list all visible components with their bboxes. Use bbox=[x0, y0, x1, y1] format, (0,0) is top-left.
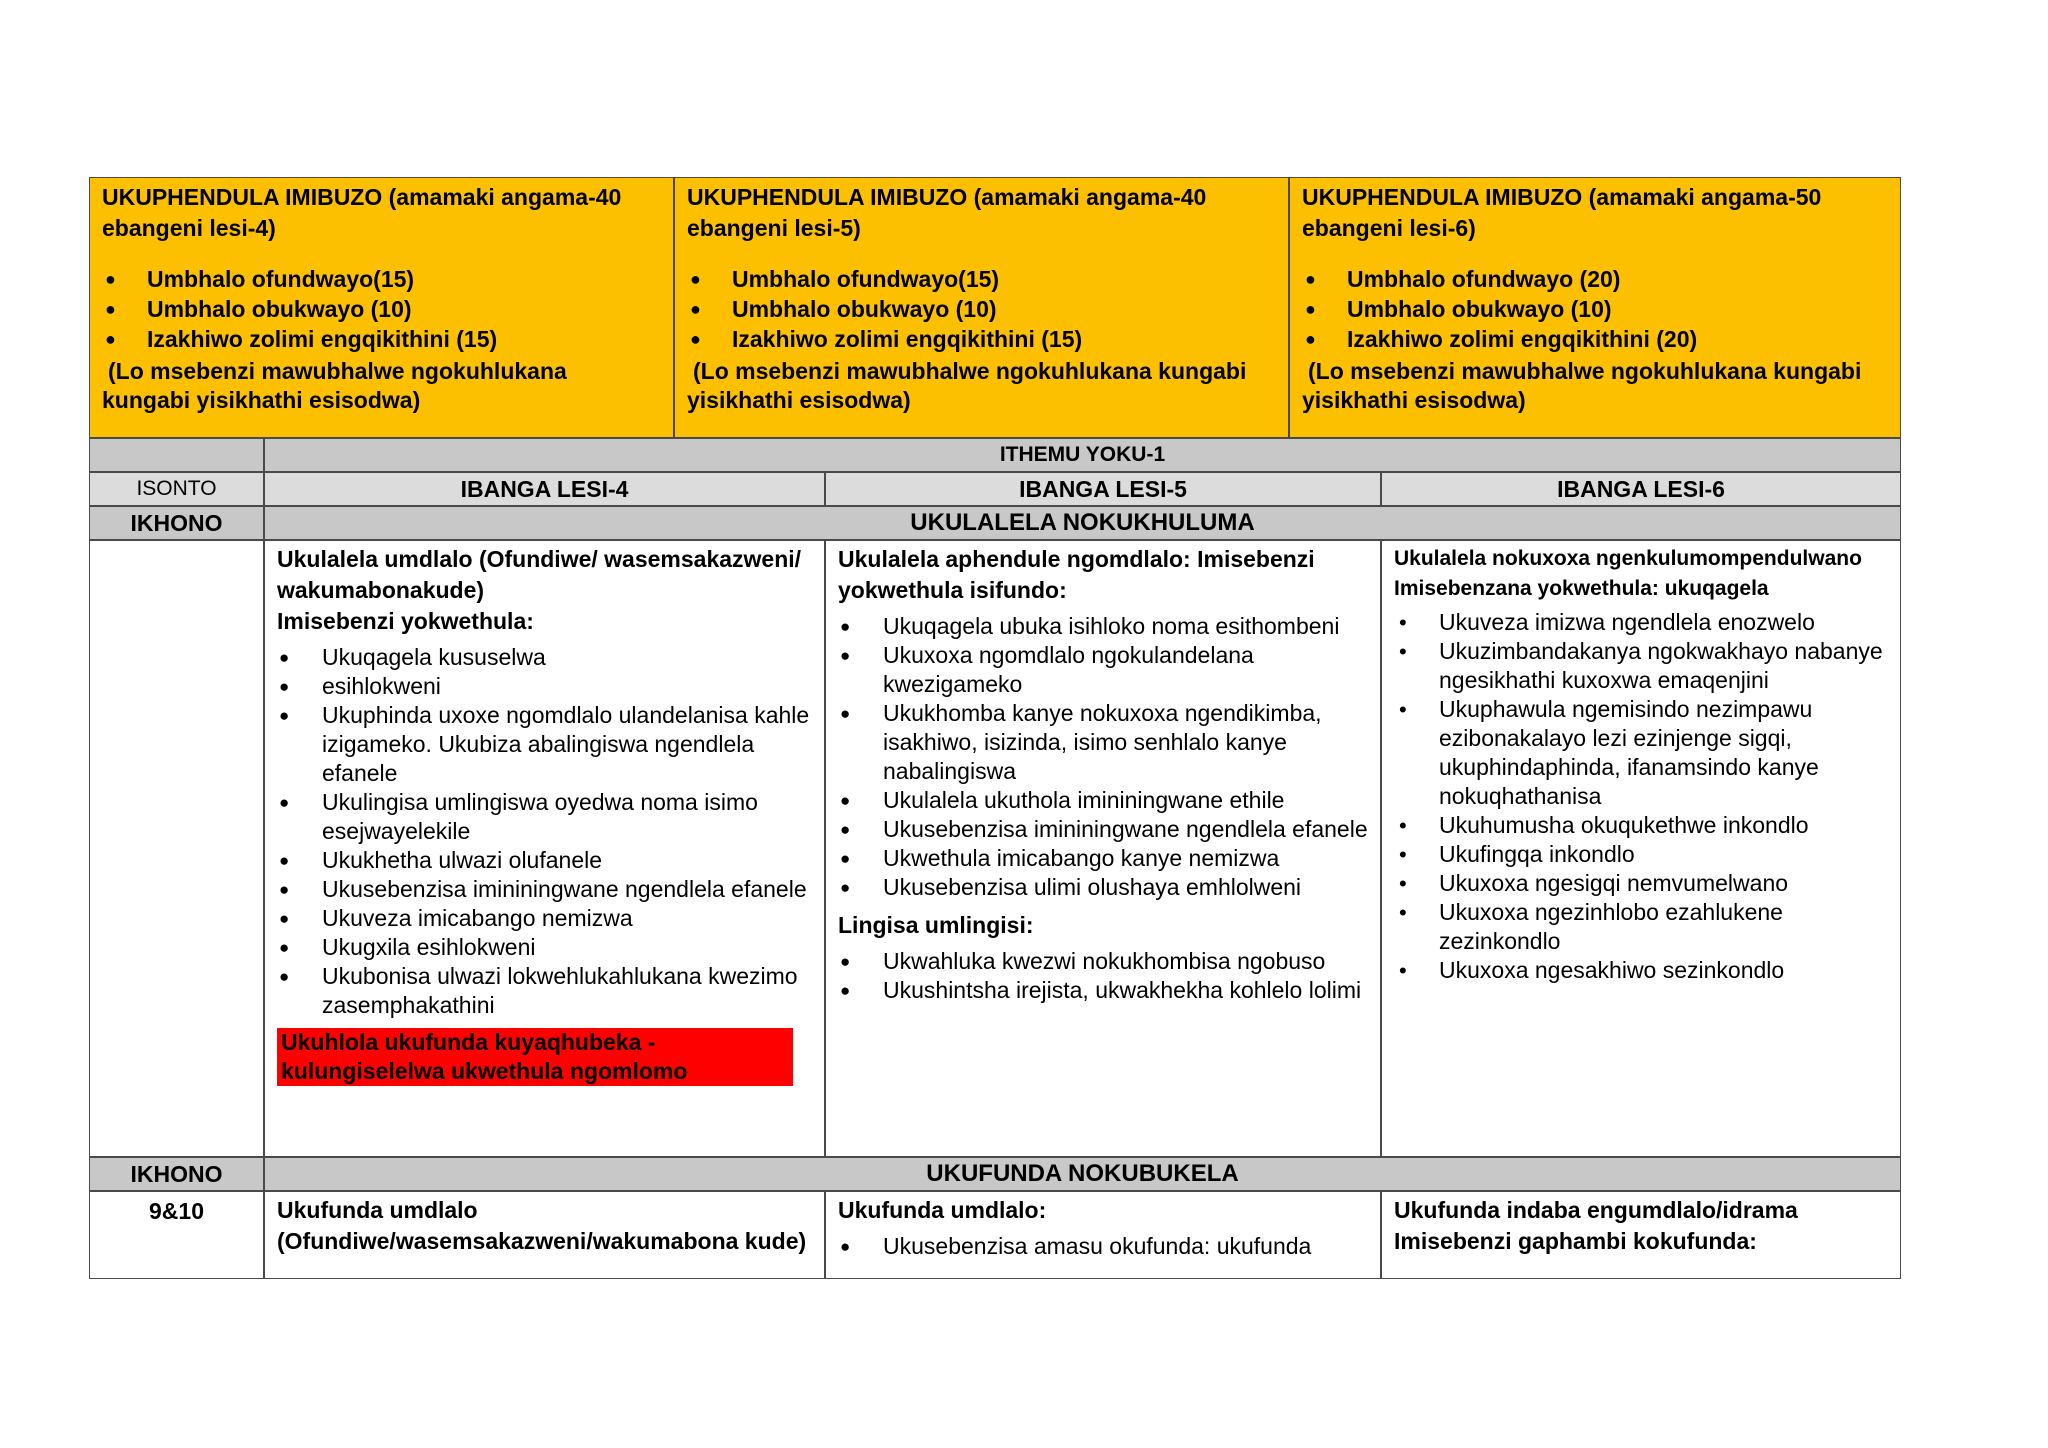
listening-grade-5-cell bbox=[825, 540, 1381, 1157]
list-item: ● Ukulalela ukuthola imininingwane ethile bbox=[838, 786, 1368, 815]
listening-grade-6-cell bbox=[1381, 540, 1901, 1157]
list-item: ● Ukuqagela ubuka isihloko noma esithombeni bbox=[838, 612, 1368, 641]
cell-heading: Ukulalela nokuxoxa ngenkulumompendulwano bbox=[1394, 547, 1862, 570]
header-bullet: ● Izakhiwo zolimi engqikithini (15) bbox=[102, 324, 661, 354]
header-cell-grade-4 bbox=[89, 177, 674, 438]
list-item: ● Ukusebenzisa ulimi olushaya emhlolweni bbox=[838, 873, 1368, 902]
header-bullet: ● Izakhiwo zolimi engqikithini (15) bbox=[687, 324, 1276, 354]
cell-subheading: Imisebenzi yokwethula: bbox=[277, 608, 534, 634]
listening-grade-4-cell bbox=[264, 540, 825, 1157]
header-title: UKUPHENDULA IMIBUZO (amamaki angama-50 ebangeni lesi-6) bbox=[1302, 184, 1822, 241]
header-note: (Lo msebenzi mawubhalwe ngokuhlukana kungabi yisikhathi esisodwa) bbox=[687, 358, 1247, 413]
list-item: ● Ukuxoxa ngomdlalo ngokulandelana kwezigameko bbox=[838, 641, 1368, 699]
header-bullet: ● Umbhalo ofundwayo(15) bbox=[687, 264, 1276, 294]
header-bullet: ● Umbhalo ofundwayo (20) bbox=[1302, 264, 1888, 294]
cell-heading: Ukufunda umdlalo (Ofundiwe/wasemsakazweni/wakumabona kude) bbox=[277, 1197, 807, 1254]
cell-subheading: Imisebenzi gaphambi kokufunda: bbox=[1394, 1228, 1757, 1254]
list-item: ● Ukuqagela kususelwa bbox=[277, 643, 812, 672]
list-item: ● Ukusebenzisa imininingwane ngendlela efanele bbox=[277, 875, 812, 904]
header-title: UKUPHENDULA IMIBUZO (amamaki angama-40 ebangeni lesi-5) bbox=[687, 184, 1207, 241]
grade-5-column-header: IBANGA LESI-5 bbox=[825, 472, 1381, 506]
section-title-listening-speaking: UKULALELA NOKUKHULUMA bbox=[264, 506, 1901, 540]
list-item: • Ukuhumusha okuqukethwe inkondlo bbox=[1394, 811, 1888, 840]
list-item: • Ukuzimbandakanya ngokwakhayo nabanye ngesikhathi kuxoxwa emaqenjini bbox=[1394, 637, 1888, 695]
list-item: ● Ukusebenzisa amasu okufunda: ukufunda bbox=[838, 1232, 1368, 1261]
list-item: ● Ukukhetha ulwazi olufanele bbox=[277, 846, 812, 875]
header-title: UKUPHENDULA IMIBUZO (amamaki angama-40 ebangeni lesi-4) bbox=[102, 184, 622, 241]
list-item: ● Ukukhomba kanye nokuxoxa ngendikimba, isakhiwo, isizinda, isimo senhlalo kanye nabalingiswa bbox=[838, 699, 1368, 786]
header-bullet: ● Umbhalo ofundwayo(15) bbox=[102, 264, 661, 294]
header-cell-grade-5 bbox=[674, 177, 1289, 438]
week-column-header: ISONTO bbox=[89, 472, 264, 506]
list-item: ● Ukubonisa ulwazi lokwehlukahlukana kwezimo zasemphakathini bbox=[277, 962, 812, 1020]
grade-4-column-header: IBANGA LESI-4 bbox=[264, 472, 825, 506]
skill-label: IKHONO bbox=[89, 1157, 264, 1191]
list-item: ● esihlokweni bbox=[277, 672, 812, 701]
header-bullet: ● Umbhalo obukwayo (10) bbox=[1302, 294, 1888, 324]
header-note: (Lo msebenzi mawubhalwe ngokuhlukana kungabi yisikhathi esisodwa) bbox=[102, 358, 567, 413]
skill-label: IKHONO bbox=[89, 506, 264, 540]
list-item: ● Ukushintsha irejista, ukwakhekha kohlelo lolimi bbox=[838, 976, 1368, 1005]
list-item: ● Ukuphinda uxoxe ngomdlalo ulandelanisa kahle izigameko. Ukubiza abalingiswa ngendlela efanele bbox=[277, 701, 812, 788]
cell-heading: Ukufunda indaba engumdlalo/idrama bbox=[1394, 1197, 1798, 1223]
header-bullet: ● Umbhalo obukwayo (10) bbox=[687, 294, 1276, 324]
grade-6-column-header: IBANGA LESI-6 bbox=[1381, 472, 1901, 506]
week-cell-empty bbox=[89, 540, 264, 1157]
list-item: • Ukuveza imizwa ngendlela enozwelo bbox=[1394, 608, 1888, 637]
cell-heading: Ukufunda umdlalo: bbox=[838, 1197, 1047, 1223]
header-bullet-list bbox=[687, 264, 1276, 354]
activity-list bbox=[838, 947, 1368, 1005]
cell-subheading: Imisebenzana yokwethula: ukuqagela bbox=[1394, 577, 1769, 600]
assessment-banner: Ukuhlola ukufunda kuyaqhubeka - kulungiselelwa ukwethula ngomlomo bbox=[277, 1028, 793, 1086]
reading-grade-5-cell bbox=[825, 1191, 1381, 1279]
activity-list bbox=[838, 1232, 1368, 1261]
section-title-reading-viewing: UKUFUNDA NOKUBUKELA bbox=[264, 1157, 1901, 1191]
cell-heading: Ukulalela umdlalo (Ofundiwe/ wasemsakazweni/ wakumabonakude) bbox=[277, 546, 802, 603]
header-bullet: ● Izakhiwo zolimi engqikithini (20) bbox=[1302, 324, 1888, 354]
list-item: ● Ukugxila esihlokweni bbox=[277, 933, 812, 962]
activity-list bbox=[1394, 608, 1888, 985]
list-item: ● Ukwethula imicabango kanye nemizwa bbox=[838, 844, 1368, 873]
list-item: • Ukuxoxa ngesigqi nemvumelwano bbox=[1394, 869, 1888, 898]
header-bullet-list bbox=[1302, 264, 1888, 354]
list-item: ● Ukwahluka kwezwi nokukhombisa ngobuso bbox=[838, 947, 1368, 976]
list-item: • Ukuxoxa ngezinhlobo ezahlukene zezinkondlo bbox=[1394, 898, 1888, 956]
reading-grade-6-cell bbox=[1381, 1191, 1901, 1279]
week-number: 9&10 bbox=[89, 1191, 264, 1279]
list-item: ● Ukulingisa umlingiswa oyedwa noma isimo esejwayelekile bbox=[277, 788, 812, 846]
list-item: • Ukuxoxa ngesakhiwo sezinkondlo bbox=[1394, 956, 1888, 985]
reading-grade-4-cell bbox=[264, 1191, 825, 1279]
list-item: • Ukuphawula ngemisindo nezimpawu ezibonakalayo lezi ezinjenge sigqi, ukuphindaphinda, ifanamsindo kanye nokuqhathanisa bbox=[1394, 695, 1888, 811]
activity-list bbox=[277, 643, 812, 1020]
term-row-blank bbox=[89, 438, 264, 472]
header-bullet-list bbox=[102, 264, 661, 354]
header-cell-grade-6 bbox=[1289, 177, 1901, 438]
term-title: ITHEMU YOKU-1 bbox=[264, 438, 1901, 472]
activity-list bbox=[838, 612, 1368, 902]
list-item: ● Ukuveza imicabango nemizwa bbox=[277, 904, 812, 933]
list-item: ● Ukusebenzisa imininingwane ngendlela efanele bbox=[838, 815, 1368, 844]
header-note: (Lo msebenzi mawubhalwe ngokuhlukana kungabi yisikhathi esisodwa) bbox=[1302, 358, 1862, 413]
cell-subheading: Lingisa umlingisi: bbox=[838, 912, 1034, 938]
header-bullet: ● Umbhalo obukwayo (10) bbox=[102, 294, 661, 324]
list-item: • Ukufingqa inkondlo bbox=[1394, 840, 1888, 869]
cell-heading: Ukulalela aphendule ngomdlalo: Imisebenzi yokwethula isifundo: bbox=[838, 546, 1315, 603]
